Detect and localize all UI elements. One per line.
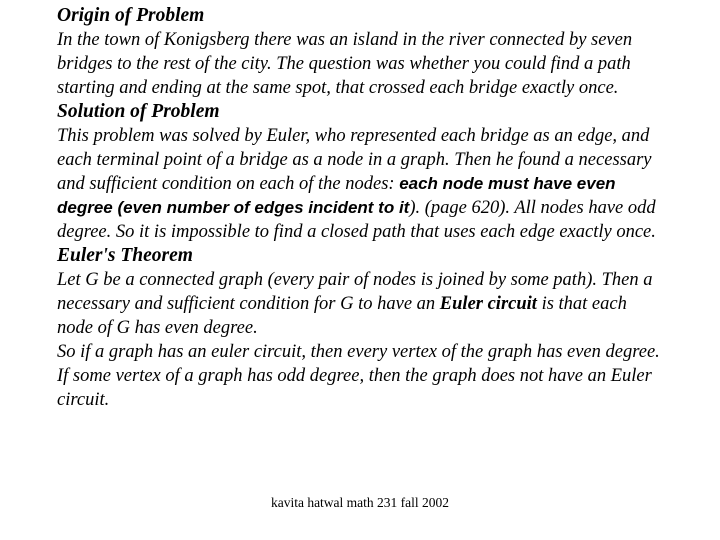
text-segment: necessary and sufficient condition for G to have an <box>57 294 440 314</box>
text-segment: ). (page 620). All nodes have odd <box>409 198 656 218</box>
text-segment: is that each <box>536 294 627 314</box>
text-segment: circuit. <box>57 390 110 410</box>
text-line <box>57 76 717 100</box>
text-line <box>57 28 717 52</box>
text-line <box>57 196 717 220</box>
text-segment: each terminal point of a bridge as a node in a graph. Then he found a necessary <box>57 150 652 170</box>
text-segment: each node must have even <box>399 174 616 193</box>
slide-footer: kavita hatwal math 231 fall 2002 <box>270 495 450 510</box>
text-segment: and sufficient condition on each of the nodes: <box>57 174 400 194</box>
text-line <box>57 244 717 268</box>
text-line <box>57 148 717 172</box>
text-line <box>57 268 717 292</box>
text-segment: If some vertex of a graph has odd degree, then the graph does not have an Euler <box>57 366 652 386</box>
text-line <box>57 340 717 364</box>
text-line <box>57 100 717 124</box>
text-line <box>57 220 717 244</box>
text-line <box>57 364 717 388</box>
text-segment: Origin of Problem <box>57 5 205 26</box>
text-line <box>57 4 717 28</box>
text-segment: Let G be a connected graph (every pair of nodes is joined by some path). Then a <box>57 270 653 290</box>
text-segment: degree (even number of edges incident to it <box>57 198 410 217</box>
text-line <box>57 388 717 412</box>
text-segment: So if a graph has an euler circuit, then every vertex of the graph has even degree. <box>57 342 660 362</box>
text-line <box>57 124 717 148</box>
text-line <box>57 292 717 316</box>
text-segment: In the town of Konigsberg there was an island in the river connected by seven <box>57 30 633 50</box>
text-segment: Solution of Problem <box>57 101 220 122</box>
text-segment: This problem was solved by Euler, who represented each bridge as an edge, and <box>57 126 650 146</box>
text-segment: Euler circuit <box>439 294 537 314</box>
slide-text-block <box>57 4 717 412</box>
text-line <box>57 172 717 196</box>
text-segment: bridges to the rest of the city. The question was whether you could find a path <box>57 54 631 74</box>
text-segment: starting and ending at the same spot, that crossed each bridge exactly once. <box>57 78 619 98</box>
text-segment: degree. So it is impossible to find a closed path that uses each edge exactly once. <box>57 222 656 242</box>
text-line <box>57 316 717 340</box>
text-segment: Euler's Theorem <box>57 245 193 266</box>
text-segment: node of G has even degree. <box>57 318 258 338</box>
text-line <box>57 52 717 76</box>
